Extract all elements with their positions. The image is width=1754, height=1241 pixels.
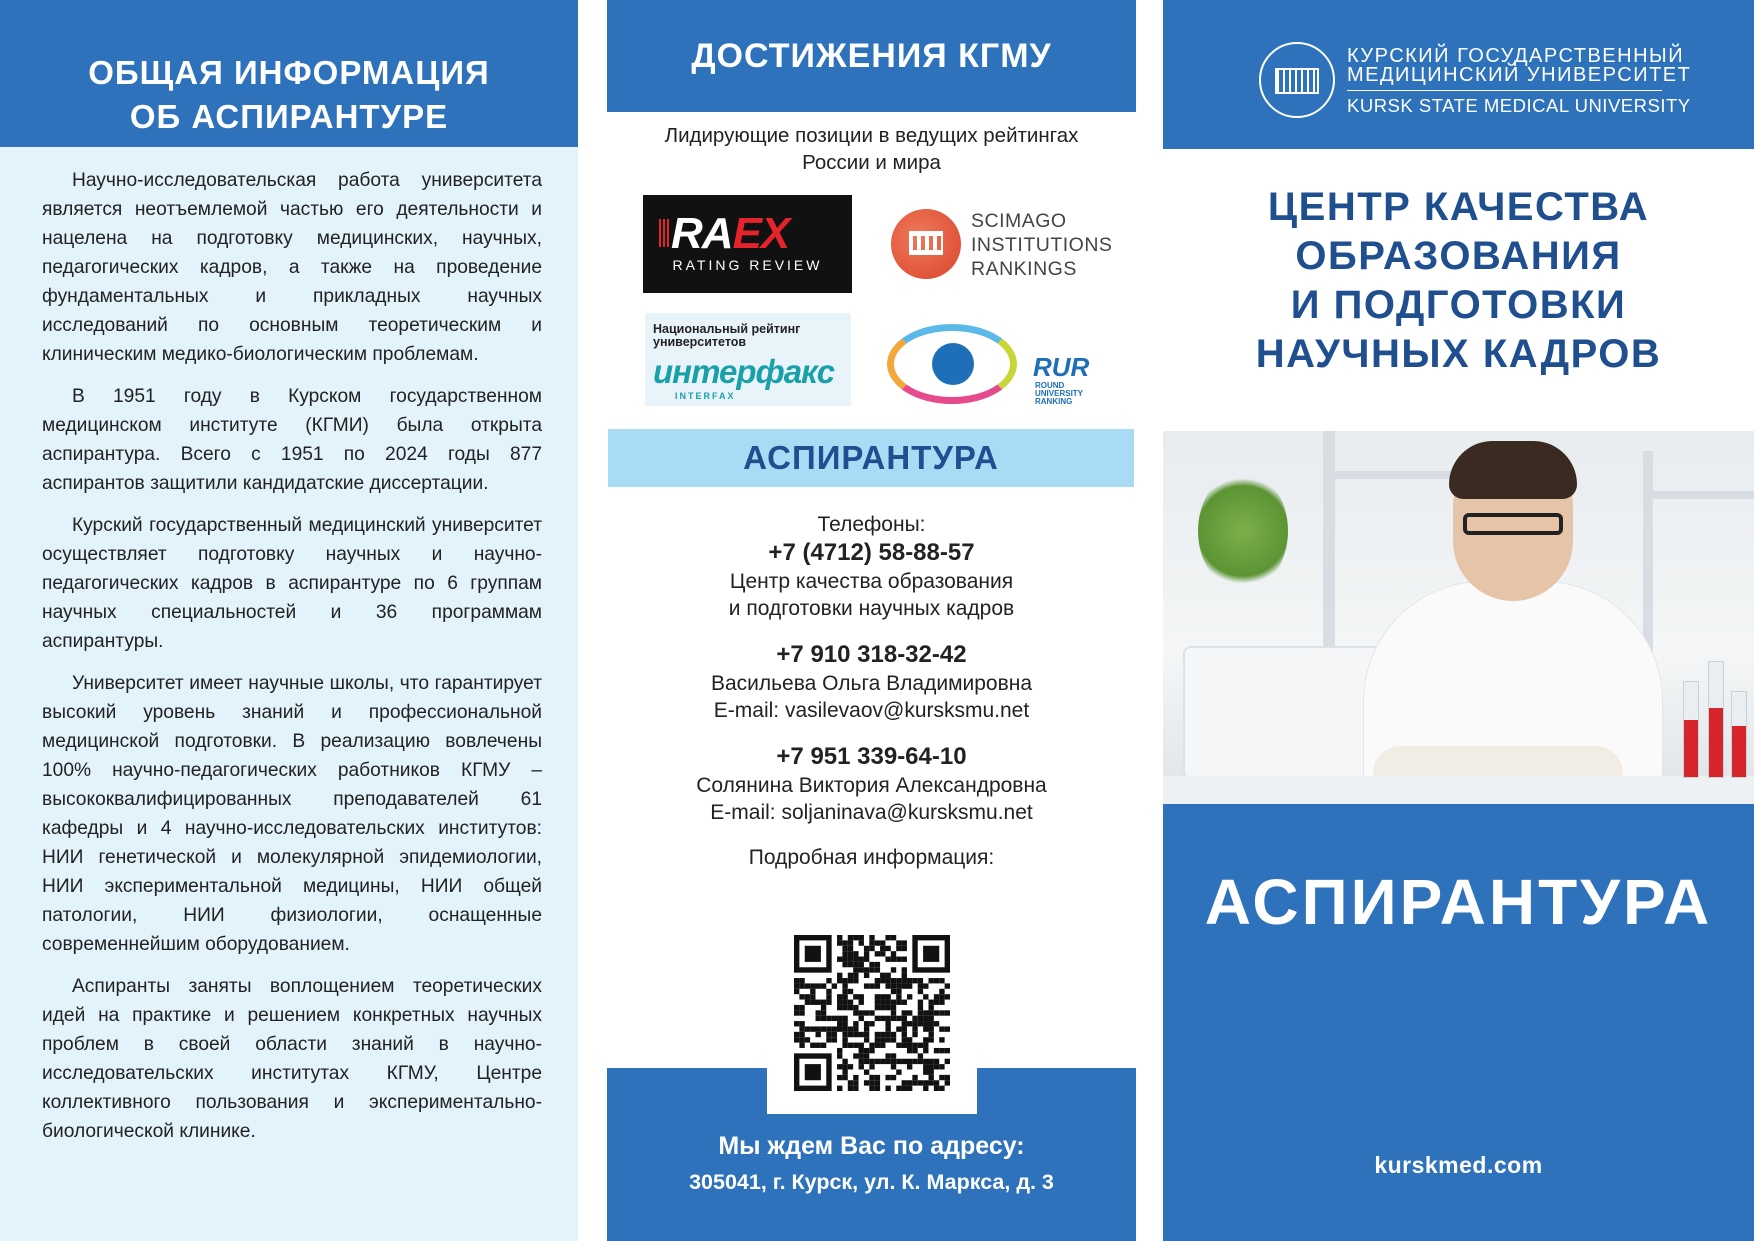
contact-name: Васильева Ольга Владимировна xyxy=(710,672,1033,695)
general-info-header xyxy=(0,0,578,147)
general-info-panel xyxy=(0,0,578,1241)
contacts-block xyxy=(607,511,1136,871)
cover-main-title: АСПИРАНТУРА xyxy=(1204,866,1713,938)
phones-label: Телефоны: xyxy=(817,513,926,536)
paragraph: В 1951 году в Курском государственном медицинском институте (КГМИ) была открыта аспирантура. Всего с 1951 по 2024 годы 877 аспирантов защитили кандидатские диссертации. xyxy=(42,386,542,494)
general-info-title-line2: ОБ АСПИРАНТУРЕ xyxy=(129,98,449,135)
university-header xyxy=(1163,0,1754,149)
interfax-wordmark: интерфакс xyxy=(653,353,835,390)
university-name xyxy=(1347,47,1691,115)
ratings-subtitle-line2: России и мира xyxy=(802,151,941,174)
interfax-latin: INTERFAX xyxy=(675,391,736,401)
university-emblem-icon xyxy=(1259,42,1335,118)
general-info-title-line1: ОБЩАЯ ИНФОРМАЦИЯ xyxy=(88,54,490,91)
university-name-ru-line2: МЕДИЦИНСКИЙ УНИВЕРСИТЕТ xyxy=(1347,64,1692,86)
website-link[interactable]: kurskmed.com xyxy=(1374,1152,1543,1178)
contact-name: Солянина Виктория Александровна xyxy=(696,774,1047,797)
rur-caption: ROUND UNIVERSITY RANKING xyxy=(1035,381,1084,406)
interfax-logo xyxy=(645,313,851,406)
center-title-line: И ПОДГОТОВКИ xyxy=(1290,283,1627,327)
scimago-logo xyxy=(883,205,1123,285)
email-link[interactable]: E-mail: soljaninava@kursksmu.net xyxy=(710,801,1033,824)
raex-logo xyxy=(643,195,852,293)
ratings-subtitle xyxy=(607,122,1136,176)
contact-org-line2: и подготовки научных кадров xyxy=(728,597,1015,620)
center-title-line: ОБРАЗОВАНИЯ xyxy=(1295,234,1622,278)
cover-main-band xyxy=(1163,804,1754,1241)
phone-link[interactable]: +7 910 318-32-42 xyxy=(776,641,967,668)
rur-wordmark: RUR xyxy=(1033,352,1090,382)
scimago-building-icon xyxy=(891,209,961,279)
book-icon xyxy=(1373,746,1623,776)
glasses-icon xyxy=(1463,513,1563,535)
university-name-ru-line1: КУРСКИЙ ГОСУДАРСТВЕННЫЙ xyxy=(1347,45,1685,67)
scimago-wordmark: SCIMAGO INSTITUTIONS RANKINGS xyxy=(971,210,1113,280)
ratings-subtitle-line1: Лидирующие позиции в ведущих рейтингах xyxy=(664,124,1079,147)
center-title-line: ЦЕНТР КАЧЕСТВА xyxy=(1267,185,1650,229)
cover-panel xyxy=(1163,0,1754,1241)
aspirantura-subheader: АСПИРАНТУРА xyxy=(608,429,1134,487)
qr-code[interactable] xyxy=(767,922,977,1114)
raex-bars-icon xyxy=(659,219,669,247)
qr-code-icon xyxy=(794,935,950,1091)
raex-tagline: RATING REVIEW xyxy=(672,257,823,273)
address-title: Мы ждем Вас по адресу: xyxy=(718,1132,1025,1160)
center-title-line: НАУЧНЫХ КАДРОВ xyxy=(1255,332,1662,376)
paragraph: Аспиранты заняты воплощением теоретических идей на практике и решением конкретных научных проблем в своей области знаний в научно-исследовательских институтах КГМУ, Центре коллективного пользования и экспериментально-биологической клинике. xyxy=(42,976,542,1142)
university-name-en: KURSK STATE MEDICAL UNIVERSITY xyxy=(1347,95,1691,116)
paragraph: Научно-исследовательская работа университета является неотъемлемой частью его деятельности и нацелена на подготовку медицинских, научных, педагогических кадров, а также на проведение фундаментальных и прикладных научных исследований по основным теоретическим и клиническим медико-биологическим проблемам. xyxy=(42,170,542,365)
phone-link[interactable]: +7 (4712) 58-88-57 xyxy=(768,539,975,566)
address-text: 305041, г. Курск, ул. К. Маркса, д. 3 xyxy=(689,1170,1054,1194)
raex-wordmark: RAEX xyxy=(671,209,790,258)
more-info-label: Подробная информация: xyxy=(748,846,995,869)
contact-org-line1: Центр качества образования xyxy=(729,570,1014,593)
rur-logo xyxy=(883,318,1103,408)
achievements-title: ДОСТИЖЕНИЯ КГМУ xyxy=(607,0,1136,112)
achievements-panel xyxy=(607,0,1136,1241)
doctor-photo xyxy=(1163,431,1754,804)
interfax-caption: Национальный рейтинг университетов xyxy=(653,322,801,349)
phone-link[interactable]: +7 951 339-64-10 xyxy=(776,743,967,770)
email-link[interactable]: E-mail: vasilevaov@kursksmu.net xyxy=(713,699,1030,722)
paragraph: Университет имеет научные школы, что гарантирует высокий уровень знаний и профессиональной медицинской подготовки. В реализацию вовлечены 100% научно-педагогических работников КГМУ – высококвалифицированных преподавателей 61 кафедры и 4 научно-исследовательских институтов: НИИ генетической и молекулярной эпидемиологии, НИИ экспериментальной медицины, НИИ общей патологии, НИИ физиологии, оснащенные современнейшим оборудованием. xyxy=(42,673,542,955)
globe-icon xyxy=(932,343,974,385)
paragraph: Курский государственный медицинский университет осуществляет подготовку научных и научно-педагогических кадров в аспирантуре по 6 группам научных специальностей и 36 программам аспирантуры. xyxy=(42,515,542,652)
general-info-body xyxy=(0,147,578,1146)
center-title xyxy=(1163,183,1754,379)
